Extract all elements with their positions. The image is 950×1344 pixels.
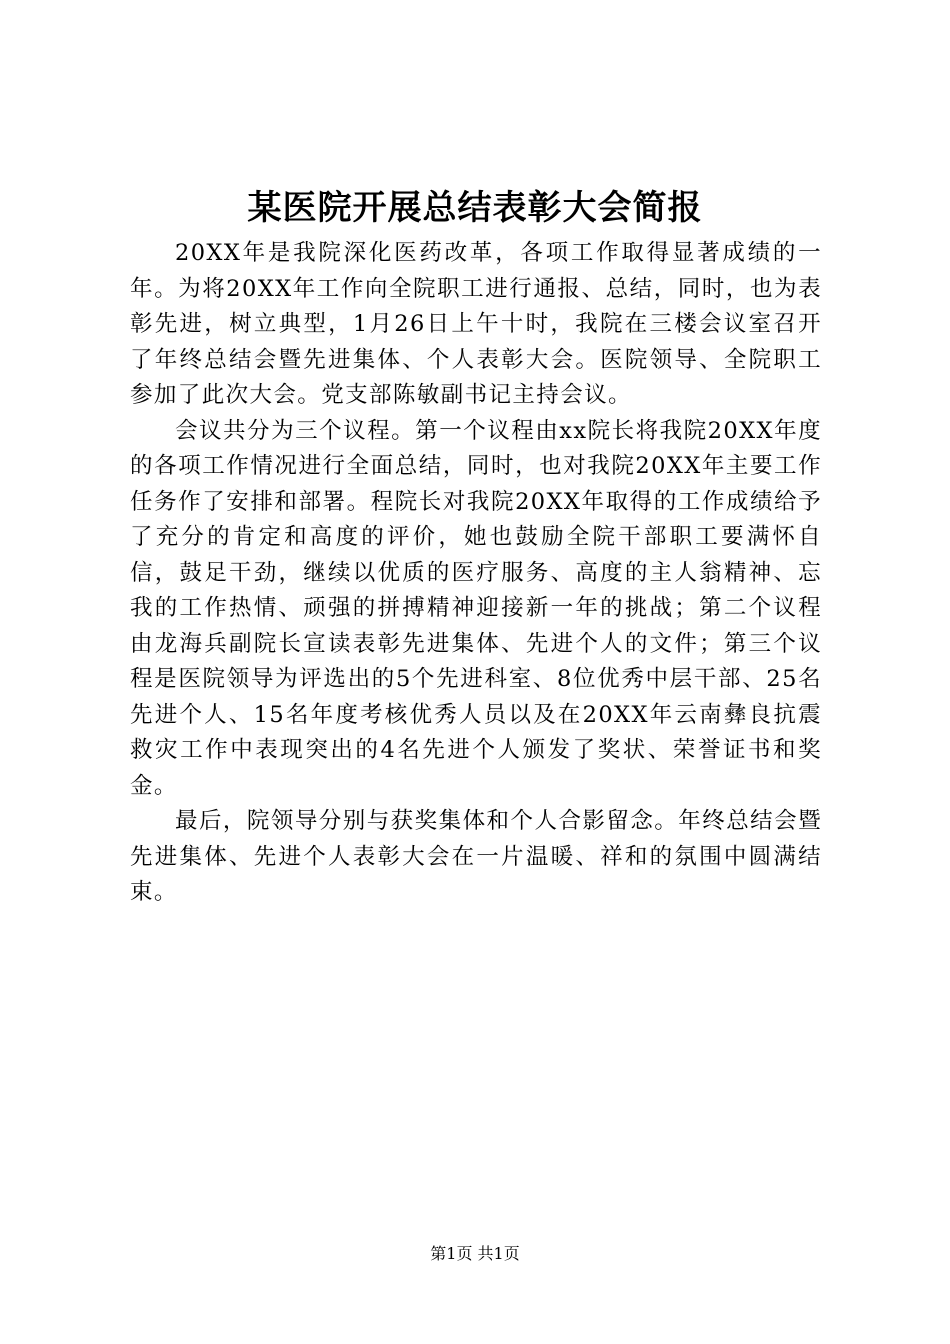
paragraph-3: 最后，院领导分别与获奖集体和个人合影留念。年终总结会暨先进集体、先进个人表彰大会在一片温暖、祥和的氛围中圆满结束。 — [130, 808, 822, 905]
document-body — [130, 236, 822, 911]
page-number-footer: 第1页 共1页 — [430, 1244, 520, 1263]
paragraph-2: 会议共分为三个议程。第一个议程由xx院长将我院20XX年度的各项工作情况进行全面总结，同时，也对我院20XX年主要工作任务作了安排和部署。程院长对我院20XX年取得的工作成绩给予了充分的肯定和高度的评价，她也鼓励全院干部职工要满怀自信，鼓足干劲，继续以优质的医疗服务、高度的主人翁精神、忘我的工作热情、顽强的拼搏精神迎接新一年的挑战；第二个议程由龙海兵副院长宣读表彰先进集体、先进个人的文件；第三个议程是医院领导为评选出的5个先进科室、8位优秀中层干部、25名先进个人、15名年度考核优秀人员以及在20XX年云南彝良抗震救灾工作中表现突出的4名先进个人颁发了奖状、荣誉证书和奖金。 — [130, 417, 822, 799]
document-title: 某医院开展总结表彰大会简报 — [247, 188, 703, 228]
paragraph-1: 20XX年是我院深化医药改革，各项工作取得显著成绩的一年。为将20XX年工作向全院职工进行通报、总结，同时，也为表彰先进，树立典型，1月26日上午十时，我院在三楼会议室召开了年终总结会暨先进集体、个人表彰大会。医院领导、全院职工参加了此次大会。党支部陈敏副书记主持会议。 — [130, 240, 822, 408]
